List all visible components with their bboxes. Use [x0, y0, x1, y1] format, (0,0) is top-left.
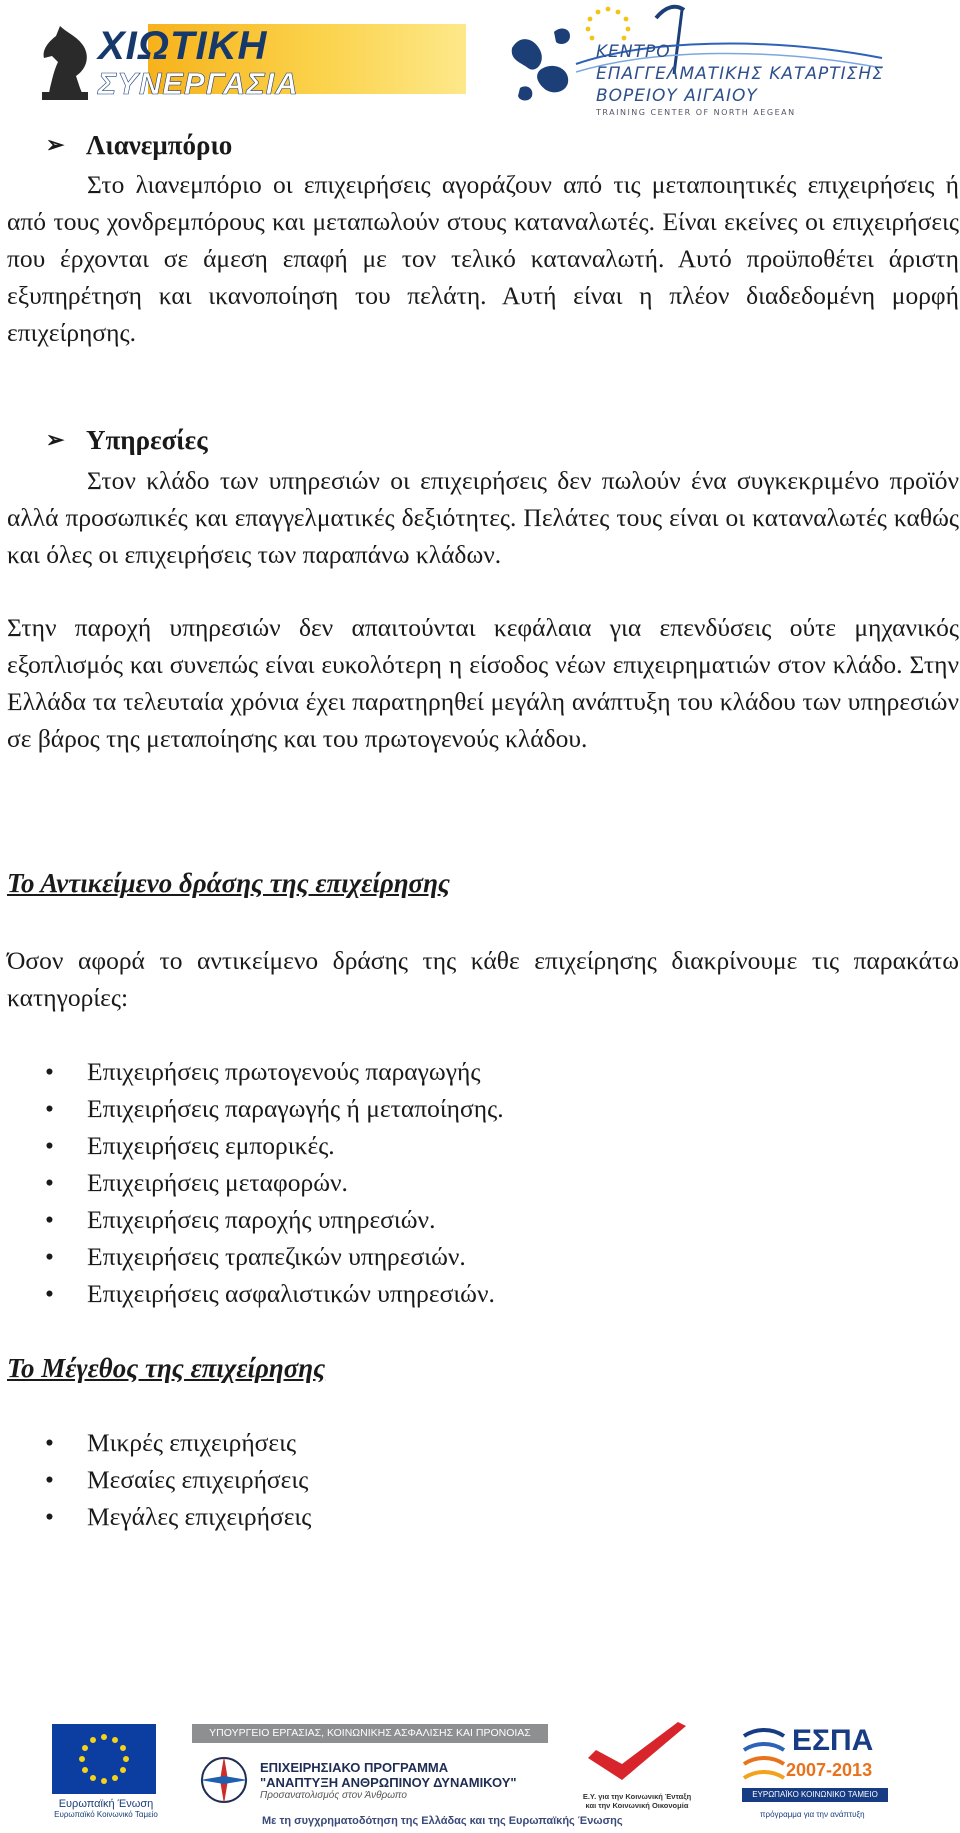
espa-fund: ΕΥΡΩΠΑΪΚΟ ΚΟΙΝΩΝΙΚΟ ΤΑΜΕΙΟ — [742, 1788, 888, 1802]
training-center-line2: ΕΠΑΓΓΕΛΜΑΤΙΚΗΣ ΚΑΤΑΡΤΙΣΗΣ — [596, 64, 884, 84]
social-inclusion-logo-icon — [582, 1718, 692, 1790]
list-item: • Επιχειρήσεις παραγωγής ή μεταποίησης. — [45, 1094, 504, 1123]
espa-slogan: πρόγραμμα για την ανάπτυξη — [760, 1810, 865, 1819]
eu-sublabel-text: Ευρωπαϊκό Κοινωνικό Ταμείο — [54, 1810, 158, 1819]
chiotiki-synergasia-logo — [30, 16, 440, 102]
object-intro: Όσον αφορά το αντικείμενο δράσης της κάθε επιχείρησης διακρίνουμε τις παρακάτω κατηγορίες: — [7, 946, 959, 1012]
list-item: • Επιχειρήσεις ασφαλιστικών υπηρεσιών. — [45, 1279, 495, 1308]
list-item: • Επιχειρήσεις πρωτογενούς παραγωγής — [45, 1057, 481, 1086]
ey-label: Ε.Υ. για την Κοινωνική Ένταξη και την Κοινωνική Οικονομία — [582, 1792, 692, 1810]
list-item: • Επιχειρήσεις εμπορικές. — [45, 1131, 335, 1160]
eu-label — [44, 1798, 168, 1819]
program-line2: "ΑΝΑΠΤΥΞΗ ΑΝΘΡΩΠΙΝΟΥ ΔΥΝΑΜΙΚΟΥ" — [260, 1775, 517, 1790]
retail-heading — [46, 130, 232, 161]
services-paragraph-1: Στον κλάδο των υπηρεσιών οι επιχειρήσεις δεν πωλούν ένα συγκεκριμένο προϊόν αλλά προσωπικές και επαγγελματικές δεξιότητες. Πελάτες τους είναι οι καταναλωτές καθώς και όλες οι επιχειρήσεις των παραπάνω κλάδων. — [7, 466, 959, 569]
chess-knight-icon — [30, 18, 100, 102]
program-line1: ΕΠΙΧΕΙΡΗΣΙΑΚΟ ΠΡΟΓΡΑΜΜΑ — [260, 1760, 449, 1775]
eu-flag — [52, 1724, 156, 1794]
training-center-line4: TRAINING CENTER OF NORTH AEGEAN — [596, 108, 796, 117]
retail-paragraph: Στο λιανεμπόριο οι επιχειρήσεις αγοράζουν από τις μεταποιητικές επιχειρήσεις ή από τους χονδρεμπόρους και μεταπωλούν στους καταναλωτές. Είναι εκείνες οι επιχειρήσεις που έρχονται σε άμεση επαφή με τον τελικό καταναλωτή. Αυτό προϋποθέτει άριστη εξυπηρέτηση και ικανοποίηση του πελάτη. Αυτή είναι η πλέον διαδεδομένη μορφή επιχείρησης. — [7, 170, 959, 347]
list-item: • Επιχειρήσεις τραπεζικών υπηρεσιών. — [45, 1242, 466, 1271]
size-section-title: Το Μέγεθος της επιχείρησης — [7, 1353, 326, 1383]
training-center-line1: ΚΕΝΤΡΟ — [596, 42, 671, 62]
services-paragraph-2: Στην παροχή υπηρεσιών δεν απαιτούνται κεφάλαια για επενδύσεις ούτε μηχανικός εξοπλισμός και συνεπώς είναι ευκολότερη η είσοδος νέων επιχειρηματιών στον κλάδο. Στην Ελλάδα τα τελευταία χρόνια έχει παρατηρηθεί μεγάλη ανάπτυξη του κλάδου των υπηρεσιών σε βάρος της μεταποίησης και του πρωτογενούς κλάδου. — [7, 613, 959, 753]
logo-word-chiotiki: ΧΙΩΤΙΚΗ — [98, 24, 268, 68]
program-block — [260, 1760, 517, 1801]
eu-stars-icon — [52, 1724, 156, 1794]
list-item: • Μεγάλες επιχειρήσεις — [45, 1502, 312, 1531]
list-item: • Επιχειρήσεις παροχής υπηρεσιών. — [45, 1205, 436, 1234]
ministry-banner: ΥΠΟΥΡΓΕΙΟ ΕΡΓΑΣΙΑΣ, ΚΟΙΝΩΝΙΚΗΣ ΑΣΦΑΛΙΣΗΣ ΚΑΙ ΠΡΟΝΟΙΑΣ — [192, 1724, 548, 1743]
cofinancing-note: Με τη συγχρηματοδότηση της Ελλάδας και της Ευρωπαϊκής Ένωσης — [262, 1815, 623, 1827]
services-heading-text: Υπηρεσίες — [86, 425, 208, 455]
list-item: • Μεσαίες επιχειρήσεις — [45, 1465, 309, 1494]
espa-waves-icon — [742, 1726, 786, 1786]
training-center-logo — [506, 4, 892, 116]
training-center-line3: ΒΟΡΕΙΟΥ ΑΙΓΑΙΟΥ — [596, 86, 758, 106]
program-line3: Προσανατολισμός στον Άνθρωπο — [260, 1790, 407, 1801]
compass-icon — [196, 1752, 252, 1808]
object-category-list — [7, 1053, 504, 1312]
object-section-title: Το Αντικείμενο δράσης της επιχείρησης — [7, 868, 450, 898]
logo-word-synergasia: ΣΥΝΕΡΓΑΣΙΑ — [98, 66, 299, 101]
arrow-bullet-icon: ➢ — [46, 427, 65, 452]
size-list — [7, 1424, 311, 1535]
retail-heading-text: Λιανεμπόριο — [86, 130, 233, 160]
espa-title: ΕΣΠΑ — [792, 1724, 874, 1757]
list-item: • Επιχειρήσεις μεταφορών. — [45, 1168, 348, 1197]
espa-logo — [742, 1724, 888, 1820]
arrow-bullet-icon: ➢ — [46, 132, 65, 157]
services-heading — [46, 425, 208, 456]
eu-label-text: Ευρωπαϊκή Ένωση — [58, 1798, 154, 1810]
footer-logos — [0, 1708, 960, 1833]
espa-years: 2007-2013 — [786, 1760, 873, 1780]
list-item: • Μικρές επιχειρήσεις — [45, 1428, 297, 1457]
